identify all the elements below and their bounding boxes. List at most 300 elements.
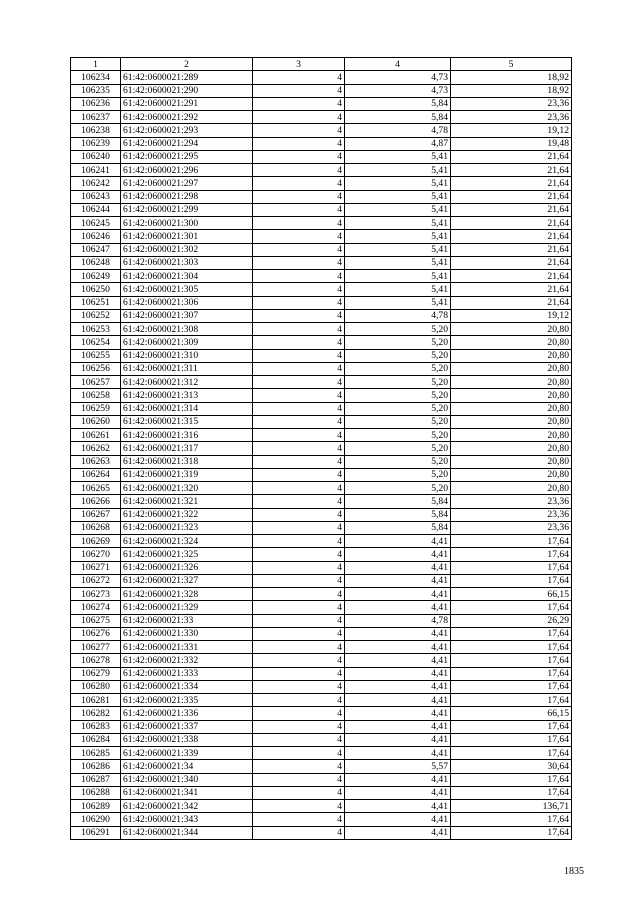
table-cell: 61:42:0600021:306: [121, 296, 253, 309]
table-cell: 61:42:0600021:344: [121, 826, 253, 839]
table-cell: 4: [253, 177, 345, 190]
table-cell: 106239: [71, 137, 121, 150]
table-cell: 4: [253, 270, 345, 283]
table-cell: 23,36: [451, 97, 572, 110]
table-cell: 5,41: [345, 283, 451, 296]
table-cell: 4,41: [345, 601, 451, 614]
table-row: [71, 786, 572, 799]
table-cell: 61:42:0600021:322: [121, 508, 253, 521]
table-cell: 106248: [71, 256, 121, 269]
table-cell: 61:42:0600021:321: [121, 495, 253, 508]
table-cell: 106274: [71, 601, 121, 614]
table-cell: 61:42:0600021:330: [121, 627, 253, 640]
table-cell: 4,41: [345, 588, 451, 601]
table-cell: 5,41: [345, 150, 451, 163]
table-row: [71, 654, 572, 667]
table-cell: 21,64: [451, 177, 572, 190]
table-row: [71, 164, 572, 177]
table-row: [71, 667, 572, 680]
table-row: [71, 362, 572, 375]
table-cell: 4,41: [345, 561, 451, 574]
table-cell: 4: [253, 150, 345, 163]
table-cell: 4: [253, 654, 345, 667]
table-row: [71, 720, 572, 733]
table-cell: 19,48: [451, 137, 572, 150]
table-cell: 4: [253, 256, 345, 269]
table-cell: 106286: [71, 760, 121, 773]
table-cell: 106266: [71, 495, 121, 508]
table-cell: 4,41: [345, 574, 451, 587]
table-cell: 17,64: [451, 601, 572, 614]
table-cell: 106250: [71, 283, 121, 296]
table-cell: 23,36: [451, 508, 572, 521]
table-cell: 106265: [71, 482, 121, 495]
table-cell: 106275: [71, 614, 121, 627]
table-cell: 61:42:0600021:341: [121, 786, 253, 799]
table-cell: 5,84: [345, 111, 451, 124]
table-row: [71, 614, 572, 627]
table-cell: 21,64: [451, 217, 572, 230]
table-row: [71, 349, 572, 362]
table-row: [71, 97, 572, 110]
table-row: [71, 376, 572, 389]
table-cell: 4: [253, 243, 345, 256]
table-cell: 106235: [71, 84, 121, 97]
table-cell: 21,64: [451, 164, 572, 177]
table-row: [71, 468, 572, 481]
table-cell: 4: [253, 813, 345, 826]
table-cell: 106257: [71, 376, 121, 389]
table-cell: 23,36: [451, 111, 572, 124]
table-row: [71, 243, 572, 256]
table-cell: 106241: [71, 164, 121, 177]
table-cell: 21,64: [451, 230, 572, 243]
table-cell: 21,64: [451, 203, 572, 216]
table-cell: 4: [253, 760, 345, 773]
table-cell: 4: [253, 667, 345, 680]
table-cell: 17,64: [451, 561, 572, 574]
table-cell: 21,64: [451, 283, 572, 296]
table-row: [71, 627, 572, 640]
table-cell: 4: [253, 230, 345, 243]
table-row: [71, 124, 572, 137]
table-cell: 4: [253, 773, 345, 786]
table-cell: 66,15: [451, 588, 572, 601]
table-row: [71, 296, 572, 309]
table-cell: 4: [253, 137, 345, 150]
table-cell: 5,20: [345, 442, 451, 455]
table-cell: 61:42:0600021:297: [121, 177, 253, 190]
table-cell: 20,80: [451, 442, 572, 455]
table-cell: 17,64: [451, 680, 572, 693]
table-cell: 106244: [71, 203, 121, 216]
table-cell: 106288: [71, 786, 121, 799]
table-cell: 20,80: [451, 349, 572, 362]
table-cell: 4,41: [345, 667, 451, 680]
table-cell: 21,64: [451, 243, 572, 256]
table-cell: 5,41: [345, 203, 451, 216]
table-cell: 106262: [71, 442, 121, 455]
table-cell: 4,41: [345, 548, 451, 561]
table-cell: 19,12: [451, 124, 572, 137]
table-cell: 106256: [71, 362, 121, 375]
table-cell: 4: [253, 455, 345, 468]
table-cell: 106283: [71, 720, 121, 733]
table-cell: 4: [253, 111, 345, 124]
table-cell: 20,80: [451, 482, 572, 495]
table-cell: 106276: [71, 627, 121, 640]
table-cell: 5,41: [345, 230, 451, 243]
table-cell: 5,20: [345, 362, 451, 375]
table-cell: 4: [253, 614, 345, 627]
table-cell: 106264: [71, 468, 121, 481]
table-cell: 4: [253, 84, 345, 97]
table-cell: 4: [253, 707, 345, 720]
table-cell: 106252: [71, 309, 121, 322]
table-cell: 4: [253, 468, 345, 481]
table-cell: 106281: [71, 694, 121, 707]
table-cell: 4,41: [345, 826, 451, 839]
table-row: [71, 733, 572, 746]
data-table: [70, 57, 572, 840]
header-row: [71, 58, 572, 71]
table-row: [71, 415, 572, 428]
table-cell: 4,73: [345, 71, 451, 84]
table-cell: 106247: [71, 243, 121, 256]
table-row: [71, 535, 572, 548]
table-cell: 61:42:0600021:339: [121, 747, 253, 760]
table-cell: 61:42:0600021:337: [121, 720, 253, 733]
table-cell: 17,64: [451, 747, 572, 760]
table-row: [71, 177, 572, 190]
table-row: [71, 389, 572, 402]
table-cell: 61:42:0600021:332: [121, 654, 253, 667]
table-cell: 61:42:0600021:289: [121, 71, 253, 84]
table-cell: 4: [253, 203, 345, 216]
table-cell: 61:42:0600021:309: [121, 336, 253, 349]
table-cell: 17,64: [451, 720, 572, 733]
table-cell: 106272: [71, 574, 121, 587]
table-cell: 4,41: [345, 694, 451, 707]
table-cell: 17,64: [451, 773, 572, 786]
table-cell: 106238: [71, 124, 121, 137]
table-cell: 4: [253, 733, 345, 746]
table-row: [71, 588, 572, 601]
table-cell: 106236: [71, 97, 121, 110]
table-cell: 61:42:0600021:329: [121, 601, 253, 614]
table-cell: 106246: [71, 230, 121, 243]
table-row: [71, 336, 572, 349]
table-cell: 61:42:0600021:305: [121, 283, 253, 296]
table-cell: 106260: [71, 415, 121, 428]
table-cell: 61:42:0600021:331: [121, 641, 253, 654]
table-cell: 4: [253, 389, 345, 402]
table-cell: 106251: [71, 296, 121, 309]
table-cell: 61:42:0600021:320: [121, 482, 253, 495]
table-cell: 106243: [71, 190, 121, 203]
table-cell: 61:42:0600021:308: [121, 323, 253, 336]
table-cell: 61:42:0600021:304: [121, 270, 253, 283]
table-cell: 61:42:0600021:319: [121, 468, 253, 481]
table-row: [71, 521, 572, 534]
table-cell: 4: [253, 800, 345, 813]
table-cell: 4: [253, 296, 345, 309]
table-cell: 5,20: [345, 482, 451, 495]
table-row: [71, 256, 572, 269]
table-cell: 5,84: [345, 521, 451, 534]
table-cell: 106287: [71, 773, 121, 786]
table-cell: 106278: [71, 654, 121, 667]
column-header: 1: [71, 58, 121, 71]
table-cell: 26,29: [451, 614, 572, 627]
table-cell: 17,64: [451, 826, 572, 839]
table-cell: 4: [253, 283, 345, 296]
table-cell: 4: [253, 402, 345, 415]
table-cell: 4,41: [345, 707, 451, 720]
table-cell: 5,84: [345, 508, 451, 521]
table-cell: 4: [253, 71, 345, 84]
table-row: [71, 548, 572, 561]
table-row: [71, 574, 572, 587]
table-cell: 106261: [71, 429, 121, 442]
column-header: 3: [253, 58, 345, 71]
table-cell: 17,64: [451, 667, 572, 680]
table-cell: 4: [253, 362, 345, 375]
table-cell: 20,80: [451, 415, 572, 428]
table-cell: 4: [253, 376, 345, 389]
table-cell: 21,64: [451, 296, 572, 309]
table-row: [71, 283, 572, 296]
table-cell: 21,64: [451, 270, 572, 283]
table-cell: 5,20: [345, 389, 451, 402]
table-cell: 5,20: [345, 349, 451, 362]
table-row: [71, 694, 572, 707]
table-row: [71, 495, 572, 508]
table-cell: 61:42:0600021:300: [121, 217, 253, 230]
table-cell: 106291: [71, 826, 121, 839]
table-cell: 21,64: [451, 256, 572, 269]
table-cell: 5,20: [345, 415, 451, 428]
table-cell: 136,71: [451, 800, 572, 813]
table-cell: 5,20: [345, 455, 451, 468]
table-cell: 106258: [71, 389, 121, 402]
table-cell: 61:42:0600021:340: [121, 773, 253, 786]
table-cell: 106290: [71, 813, 121, 826]
table-cell: 106280: [71, 680, 121, 693]
table-cell: 5,57: [345, 760, 451, 773]
table-cell: 61:42:0600021:343: [121, 813, 253, 826]
page-number: 1835: [564, 866, 584, 877]
table-cell: 4: [253, 442, 345, 455]
table-row: [71, 773, 572, 786]
table-row: [71, 641, 572, 654]
table-cell: 5,84: [345, 97, 451, 110]
table-cell: 4,78: [345, 614, 451, 627]
table-cell: 61:42:0600021:335: [121, 694, 253, 707]
table-cell: 4: [253, 694, 345, 707]
table-cell: 61:42:0600021:312: [121, 376, 253, 389]
table-row: [71, 707, 572, 720]
table-cell: 4: [253, 190, 345, 203]
table-cell: 61:42:0600021:317: [121, 442, 253, 455]
table-cell: 5,41: [345, 270, 451, 283]
table-cell: 17,64: [451, 694, 572, 707]
table-cell: 61:42:0600021:310: [121, 349, 253, 362]
table-row: [71, 482, 572, 495]
table-cell: 61:42:0600021:296: [121, 164, 253, 177]
table-cell: 4,41: [345, 535, 451, 548]
table-cell: 4: [253, 826, 345, 839]
table-cell: 4,41: [345, 773, 451, 786]
table-cell: 106259: [71, 402, 121, 415]
table-cell: 61:42:0600021:292: [121, 111, 253, 124]
table-cell: 23,36: [451, 495, 572, 508]
table-cell: 4: [253, 309, 345, 322]
table-cell: 4,41: [345, 641, 451, 654]
table-cell: 61:42:0600021:290: [121, 84, 253, 97]
table-row: [71, 270, 572, 283]
table-row: [71, 323, 572, 336]
table-row: [71, 813, 572, 826]
table-cell: 106245: [71, 217, 121, 230]
table-cell: 4: [253, 482, 345, 495]
table-cell: 4,41: [345, 654, 451, 667]
table-cell: 106271: [71, 561, 121, 574]
table-cell: 20,80: [451, 468, 572, 481]
table-cell: 61:42:0600021:316: [121, 429, 253, 442]
table-row: [71, 800, 572, 813]
table-cell: 5,20: [345, 376, 451, 389]
table-cell: 4: [253, 164, 345, 177]
table-row: [71, 190, 572, 203]
table-row: [71, 203, 572, 216]
table-cell: 106254: [71, 336, 121, 349]
table-cell: 4,87: [345, 137, 451, 150]
table-cell: 20,80: [451, 455, 572, 468]
table-cell: 5,41: [345, 190, 451, 203]
table-cell: 4,78: [345, 124, 451, 137]
table-row: [71, 442, 572, 455]
table-cell: 106253: [71, 323, 121, 336]
table-cell: 61:42:0600021:314: [121, 402, 253, 415]
table-cell: 106285: [71, 747, 121, 760]
table-cell: 61:42:0600021:291: [121, 97, 253, 110]
table-cell: 61:42:0600021:323: [121, 521, 253, 534]
table-cell: 5,41: [345, 256, 451, 269]
table-cell: 66,15: [451, 707, 572, 720]
table-row: [71, 561, 572, 574]
table-cell: 4,41: [345, 786, 451, 799]
table-cell: 106282: [71, 707, 121, 720]
table-cell: 4: [253, 415, 345, 428]
table-cell: 23,36: [451, 521, 572, 534]
table-cell: 61:42:0600021:328: [121, 588, 253, 601]
table-cell: 106242: [71, 177, 121, 190]
table-cell: 61:42:0600021:293: [121, 124, 253, 137]
table-cell: 106277: [71, 641, 121, 654]
table-cell: 61:42:0600021:307: [121, 309, 253, 322]
table-cell: 106249: [71, 270, 121, 283]
table-cell: 106279: [71, 667, 121, 680]
table-cell: 4,41: [345, 720, 451, 733]
table-cell: 5,20: [345, 336, 451, 349]
table-cell: 106234: [71, 71, 121, 84]
table-cell: 4: [253, 336, 345, 349]
table-cell: 4: [253, 548, 345, 561]
table-cell: 5,20: [345, 323, 451, 336]
table-cell: 61:42:0600021:301: [121, 230, 253, 243]
table-cell: 61:42:0600021:295: [121, 150, 253, 163]
table-cell: 17,64: [451, 574, 572, 587]
table-cell: 4: [253, 495, 345, 508]
table-cell: 4: [253, 627, 345, 640]
table-cell: 61:42:0600021:34: [121, 760, 253, 773]
table-cell: 20,80: [451, 376, 572, 389]
table-cell: 4: [253, 349, 345, 362]
table-row: [71, 111, 572, 124]
table-cell: 61:42:0600021:313: [121, 389, 253, 402]
table-cell: 20,80: [451, 429, 572, 442]
table-cell: 17,64: [451, 627, 572, 640]
table-cell: 4: [253, 429, 345, 442]
table-cell: 61:42:0600021:318: [121, 455, 253, 468]
table-cell: 4: [253, 588, 345, 601]
table-cell: 4: [253, 323, 345, 336]
table-cell: 61:42:0600021:294: [121, 137, 253, 150]
table-cell: 61:42:0600021:334: [121, 680, 253, 693]
table-cell: 4,41: [345, 733, 451, 746]
table-cell: 5,41: [345, 164, 451, 177]
table-cell: 21,64: [451, 190, 572, 203]
table-cell: 61:42:0600021:311: [121, 362, 253, 375]
table-cell: 4: [253, 217, 345, 230]
column-header: 2: [121, 58, 253, 71]
column-header: 5: [451, 58, 572, 71]
table-cell: 4: [253, 641, 345, 654]
table-row: [71, 747, 572, 760]
table-row: [71, 84, 572, 97]
table-cell: 4,73: [345, 84, 451, 97]
table-cell: 4: [253, 574, 345, 587]
table-cell: 17,64: [451, 654, 572, 667]
table-cell: 4,41: [345, 813, 451, 826]
table-cell: 106268: [71, 521, 121, 534]
table-body: [71, 71, 572, 840]
table-cell: 20,80: [451, 362, 572, 375]
table-cell: 17,64: [451, 813, 572, 826]
table-cell: 106269: [71, 535, 121, 548]
table-cell: 17,64: [451, 786, 572, 799]
table-row: [71, 71, 572, 84]
table-row: [71, 137, 572, 150]
table-cell: 4: [253, 747, 345, 760]
table-cell: 5,41: [345, 177, 451, 190]
table-cell: 18,92: [451, 84, 572, 97]
table-cell: 18,92: [451, 71, 572, 84]
table-cell: 4: [253, 124, 345, 137]
table-cell: 106270: [71, 548, 121, 561]
table-row: [71, 760, 572, 773]
table-cell: 5,41: [345, 243, 451, 256]
table-cell: 5,84: [345, 495, 451, 508]
table-cell: 61:42:0600021:299: [121, 203, 253, 216]
table-cell: 4: [253, 521, 345, 534]
table-cell: 61:42:0600021:303: [121, 256, 253, 269]
table-cell: 5,41: [345, 217, 451, 230]
table-cell: 5,20: [345, 429, 451, 442]
table-cell: 61:42:0600021:33: [121, 614, 253, 627]
table-cell: 4,41: [345, 680, 451, 693]
